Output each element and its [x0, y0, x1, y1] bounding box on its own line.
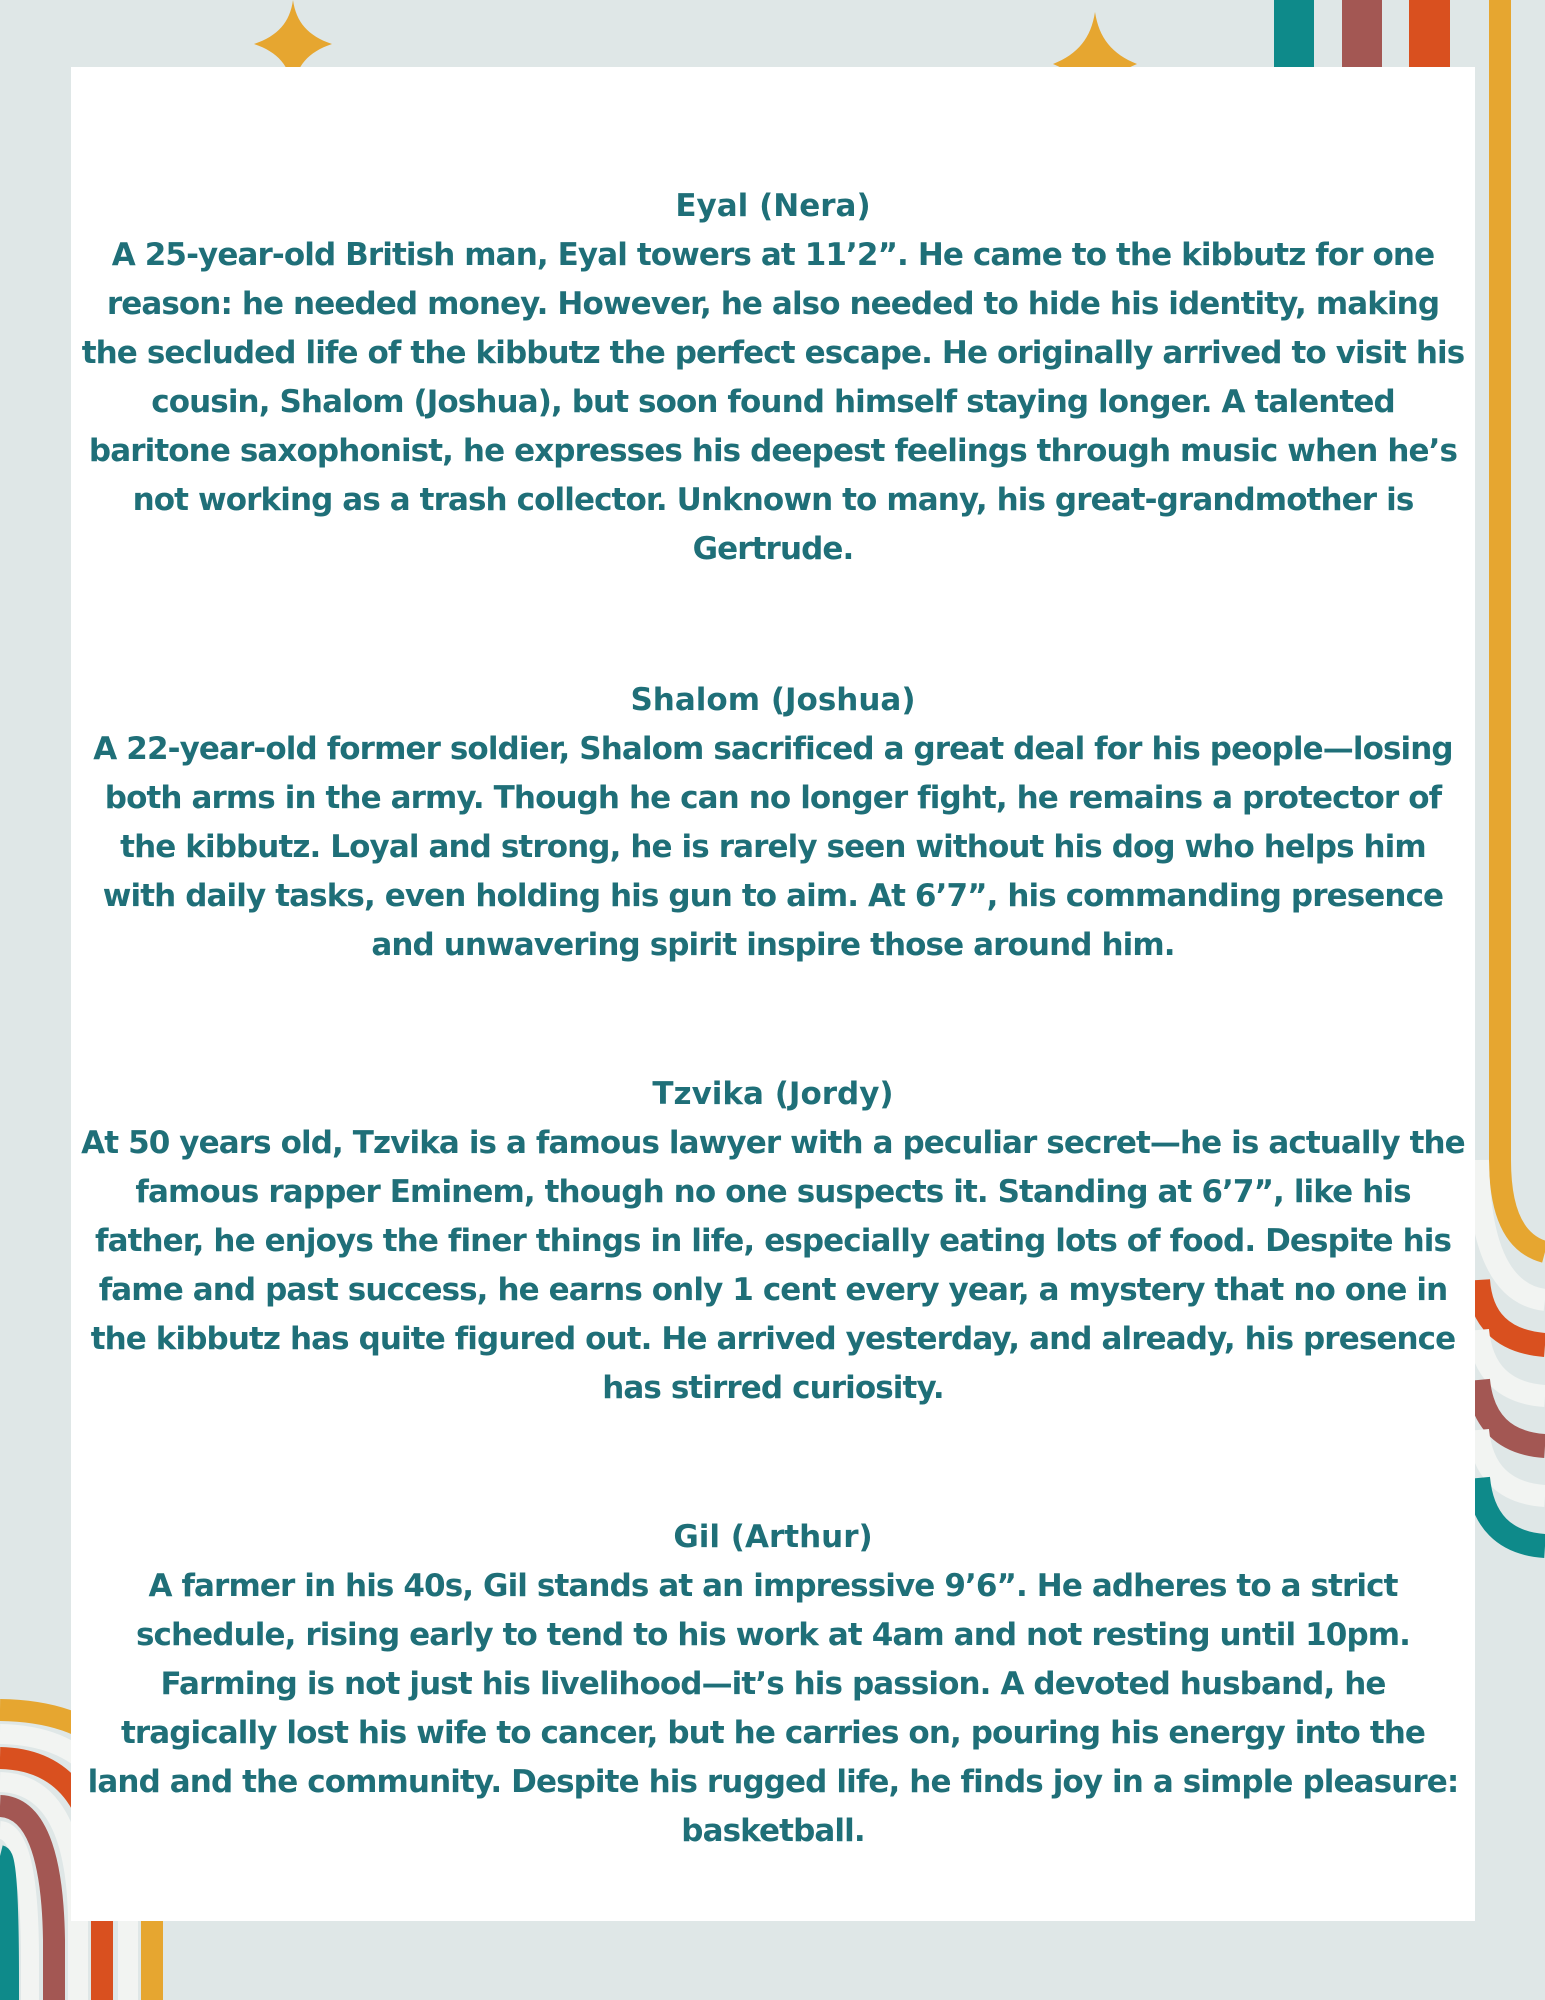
character-name: Eyal (Nera) — [675, 188, 871, 224]
character-bio: A 22-year-old former soldier, Shalom sacrificed a great deal for his people—losing both arms in the army. Though he can no longer fight, he remains a protector of the kibbutz. Loyal and strong, he is rarely seen without his dog who helps him with daily tasks, even holding his gun to aim. At 6’7”, his commanding presence and unwavering spirit inspire those around him. — [93, 731, 1453, 963]
top-right-stripes — [1274, 0, 1450, 70]
right-rainbow-arcs — [1478, 0, 1545, 1546]
character-section-shalom — [81, 676, 1465, 970]
character-section-gil — [81, 1513, 1465, 1856]
character-section-eyal — [81, 182, 1465, 574]
character-bio: At 50 years old, Tzvika is a famous lawyer with a peculiar secret—he is actually the famous rapper Eminem, though no one suspects it. Standing at 6’7”, like his father, he enjoys the finer things in life, especially eating lots of food. Despite his fame and past success, he earns only 1 cent every year, a mystery that no one in the kibbutz has quite figured out. He arrived yesterday, and already, his presence has stirred curiosity. — [81, 1125, 1465, 1406]
character-name: Tzvika (Jordy) — [652, 1076, 894, 1112]
character-bio: A 25-year-old British man, Eyal towers at 11’2”. He came to the kibbutz for one reason: he needed money. However, he also needed to hide his identity, making the secluded life of the kibbutz the perfect escape. He originally arrived to visit his cousin, Shalom (Joshua), but soon found himself staying longer. A talented baritone saxophonist, he expresses his deepest feelings through music when he’s not working as a trash collector. Unknown to many, his great-grandmother is Gertrude. — [81, 237, 1465, 567]
character-name: Gil (Arthur) — [673, 1519, 873, 1555]
content-card — [71, 67, 1475, 1921]
character-name: Shalom (Joshua) — [630, 682, 916, 718]
character-section-tzvika — [81, 1070, 1465, 1413]
character-bio: A farmer in his 40s, Gil stands at an impressive 9’6”. He adheres to a strict schedule, rising early to tend to his work at 4am and not resting until 10pm. Farming is not just his livelihood—it’s his passion. A devoted husband, he tragically lost his wife to cancer, but he carries on, pouring his energy into the land and the community. Despite his rugged life, he finds joy in a simple pleasure: basketball. — [87, 1568, 1459, 1849]
